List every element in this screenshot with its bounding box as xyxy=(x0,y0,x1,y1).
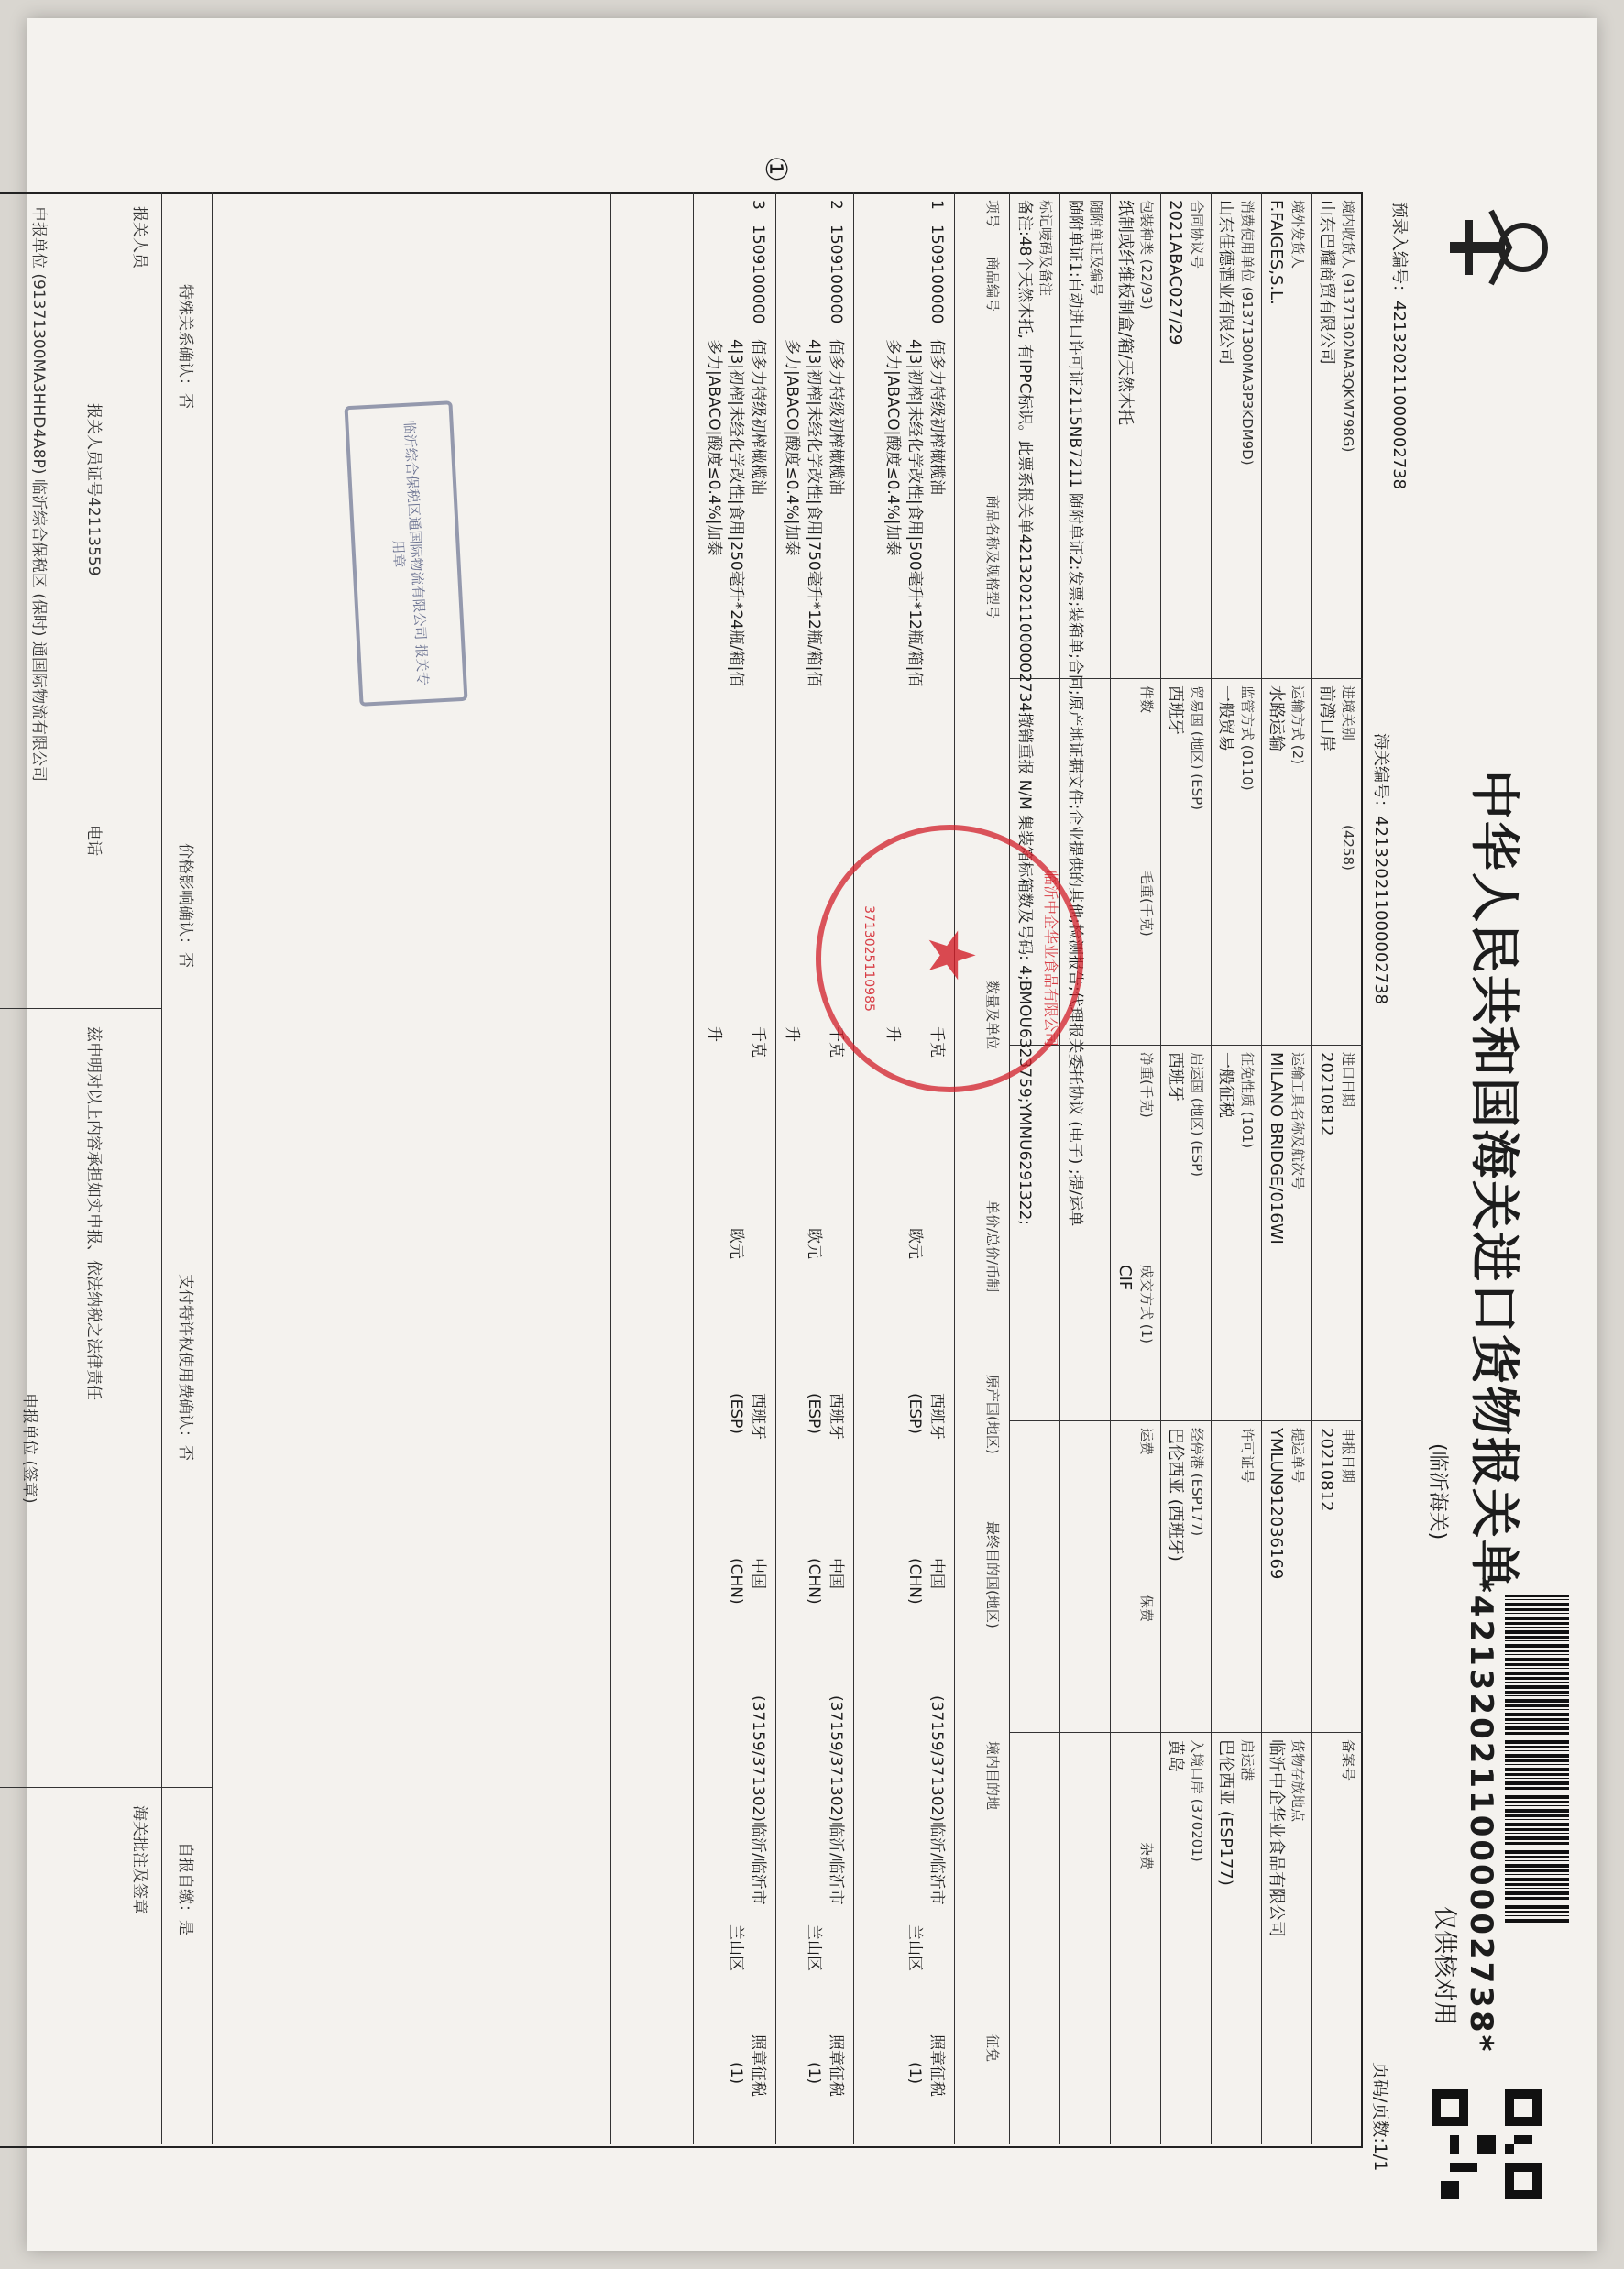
license-label: 许可证号 xyxy=(1239,1428,1256,1484)
row-no: 1 xyxy=(927,200,946,210)
declare-date-value: 20210812 xyxy=(1317,1428,1336,1512)
page-number: 页码/页数:1/1 xyxy=(1370,2062,1390,2172)
form-title: 中华人民共和国海关进口货物报关单 xyxy=(1465,770,1523,1591)
verify-note: 仅供核对用 xyxy=(1431,1906,1458,2026)
declare-unit: 申报单位 (91371300MA3HHD4A8P) 临沂综合保税区 (保时) 通国际物流有限公司 xyxy=(29,206,48,782)
row-spec: 4|3|初榨|未经化学改性|食用|500毫升*12瓶/箱|佰 xyxy=(905,339,924,687)
row-brand: 多力|ABACO|酸度≤0.4%|加泰 xyxy=(883,339,902,556)
row-levy: 照章征税 xyxy=(827,2034,845,2097)
prerecord-number: 预录入编号：421320211000002738 xyxy=(1389,202,1409,490)
col-code: 商品编号 xyxy=(984,257,1001,312)
entry-customs-label: 进境关别 xyxy=(1340,685,1356,741)
origin-port-label: 启运港 xyxy=(1239,1739,1256,1781)
row-qty-unit2: 升 xyxy=(883,1026,902,1042)
rule xyxy=(1211,192,1212,2144)
customs-emblem-icon xyxy=(1441,192,1560,302)
storage-label: 货物存放地点 xyxy=(1289,1739,1306,1823)
row-levy: 照章征税 xyxy=(927,2034,946,2097)
barcode-text: *421320211000002738* xyxy=(1463,1576,1499,2055)
depart-country-label: 启运国 (地区) (ESP) xyxy=(1189,1052,1205,1177)
row-brand: 多力|ABACO|酸度≤0.4%|加泰 xyxy=(783,339,801,556)
insurance-label: 保费 xyxy=(1138,1595,1155,1623)
row-dest: 中国 xyxy=(927,1558,946,1589)
consignor-label: 境外发货人 xyxy=(1289,200,1306,269)
row-name: 佰多力特级初榨橄榄油 xyxy=(827,339,845,495)
deal-value: CIF xyxy=(1115,1265,1135,1291)
row-origin: 西班牙 xyxy=(927,1393,946,1440)
rule xyxy=(1311,192,1312,2144)
circled-mark: ① xyxy=(759,156,794,182)
rule xyxy=(1010,1420,1363,1421)
rule xyxy=(1009,192,1010,2144)
marks-value: 备注:48个天然木托, 有IPPC标识。此票系报关单421320211000002734撤销重报 N/M 集装箱标箱数及号码: 4;BMOU6323759;YMMU6291322; xyxy=(1015,200,1034,1226)
row-origin-code: (ESP) xyxy=(805,1393,823,1435)
row-dest-code: (CHN) xyxy=(805,1558,823,1605)
trade-country-value: 西班牙 xyxy=(1166,685,1185,735)
depart-country-value: 西班牙 xyxy=(1166,1052,1185,1102)
entry-port-value: 黄岛 xyxy=(1166,1739,1185,1772)
bl-label: 提运单号 xyxy=(1289,1428,1306,1484)
import-date-value: 20210812 xyxy=(1317,1052,1336,1136)
declaration-form xyxy=(20,18,1597,2251)
scanned-sheet xyxy=(20,18,1597,2251)
col-domestic: 境内目的地 xyxy=(984,1741,1001,1811)
rule xyxy=(954,192,955,2144)
row-domestic: (37159/371302)临沂/临沂市 xyxy=(927,1695,946,1905)
col-dest-country: 最终目的国(地区) xyxy=(984,1521,1001,1628)
rule xyxy=(1010,678,1363,679)
transport-label: 运输方式 (2) xyxy=(1289,685,1306,765)
bl-value: YMLUN912036169 xyxy=(1267,1428,1286,1580)
row-spec: 4|3|初榨|未经化学改性|食用|750毫升*12瓶/箱|佰 xyxy=(805,339,823,687)
row-currency: 欧元 xyxy=(905,1228,924,1259)
row-domestic: (37159/371302)临沂/临沂市 xyxy=(827,1695,845,1905)
price-influence: 价格影响确认：否 xyxy=(176,843,194,968)
blue-stamp-text: 临沂综合保税区通国际物流有限公司 报关专用章 xyxy=(390,420,432,686)
docs-label: 随附单证及编号 xyxy=(1088,200,1104,297)
form-frame xyxy=(0,192,1363,2148)
rule xyxy=(1010,1732,1363,1733)
declare-date-label: 申报日期 xyxy=(1340,1428,1356,1484)
rule xyxy=(693,192,694,2144)
entry-customs-code: (4258) xyxy=(1340,825,1356,871)
customs-broker-stamp xyxy=(344,400,467,707)
deal-label: 成交方式 (1) xyxy=(1138,1265,1155,1344)
col-origin: 原产国(地区) xyxy=(984,1375,1001,1454)
levy-value: 一般征税 xyxy=(1216,1052,1235,1118)
row-dest: 中国 xyxy=(749,1558,767,1589)
col-price: 单价/总价/币制 xyxy=(984,1200,1001,1293)
row-code: 1509100000 xyxy=(749,225,767,324)
declarant-label: 报关人员 xyxy=(130,206,148,269)
row-dest-code: (CHN) xyxy=(905,1558,924,1605)
declaration-statement: 兹申明对以上内容承担如实申报、依法纳税之法律责任 xyxy=(84,1026,103,1400)
supervision-label: 监管方式 (0110) xyxy=(1239,685,1256,791)
docs-value: 随附单证1:自动进口许可证2115NB7211 随附单证2:发票;装箱单;合同;原产地证据文件;企业提供的其他;检测报告;代理报关委托协议 (电子) ;提/运单 xyxy=(1066,200,1084,1227)
row-origin-code: (ESP) xyxy=(727,1393,745,1435)
entry-port-label: 入境口岸 (370201) xyxy=(1189,1739,1205,1862)
col-qty: 数量及单位 xyxy=(984,981,1001,1050)
vessel-label: 运输工具名称及航次号 xyxy=(1289,1052,1306,1190)
contract-value: 2021ABAC027/29 xyxy=(1166,200,1185,345)
rule xyxy=(610,192,611,2144)
row-currency: 欧元 xyxy=(805,1228,823,1259)
rule xyxy=(212,192,213,2144)
row-spec: 4|3|初榨|未经化学改性|食用|250毫升*24瓶/箱|佰 xyxy=(727,339,745,687)
seal-number: 3713025110985 xyxy=(861,905,876,1012)
consignee-label: 境内收货人 (91371302MA3QKM798G) xyxy=(1340,200,1356,453)
col-no: 项号 xyxy=(984,200,1001,228)
package-label: 包装种类 (22/93) xyxy=(1138,200,1155,310)
row-name: 佰多力特级初榨橄榄油 xyxy=(927,339,946,495)
row-origin: 西班牙 xyxy=(749,1393,767,1440)
phone-label: 电话 xyxy=(84,825,103,856)
row-levy-code: (1) xyxy=(727,2062,745,2085)
rule xyxy=(853,192,854,2144)
row-levy-code: (1) xyxy=(805,2062,823,2085)
row-qty-unit: 千克 xyxy=(749,1026,767,1058)
row-levy: 照章征税 xyxy=(749,2034,767,2097)
consignor-value: F.FAIGES,S.L. xyxy=(1267,200,1286,305)
row-currency: 欧元 xyxy=(727,1228,745,1259)
company-seal xyxy=(816,825,1083,1092)
row-qty-unit: 千克 xyxy=(927,1026,946,1058)
barcode xyxy=(1505,1595,1569,1924)
row-code: 1509100000 xyxy=(927,225,946,324)
declare-unit-seal: 申报单位 (签章) xyxy=(20,1393,38,1504)
user-value: 山东佳德酒业有限公司 xyxy=(1216,200,1235,365)
transit-port-label: 经停港 (ESP177) xyxy=(1189,1428,1205,1537)
row-qty-unit2: 升 xyxy=(783,1026,801,1042)
declaration-number: 海关编号：421320211000002738 xyxy=(1371,733,1390,1005)
vessel-value: MILANO BRIDGE/016WI xyxy=(1267,1052,1286,1244)
gross-label: 毛重(千克) xyxy=(1138,871,1155,937)
row-no: 2 xyxy=(827,200,845,210)
rule xyxy=(1110,192,1111,2144)
rule xyxy=(775,192,776,2144)
row-brand: 多力|ABACO|酸度≤0.4%|加泰 xyxy=(705,339,723,556)
customs-note: 海关批注及签章 xyxy=(130,1805,148,1914)
user-label: 消费使用单位 (91371300MA3P3KDM9D) xyxy=(1239,200,1256,466)
row-domestic-district: 兰山区 xyxy=(727,1924,745,1971)
declarant-cert: 报关人员证号42113559 xyxy=(84,403,103,576)
col-levy: 征免 xyxy=(984,2034,1001,2063)
row-code: 1509100000 xyxy=(827,225,845,324)
self-report: 自报自缴：是 xyxy=(176,1842,194,1935)
levy-label: 征免性质 (101) xyxy=(1239,1052,1256,1149)
customs-office: (临沂海关) xyxy=(1426,1443,1449,1540)
transit-port-value: 巴伦西亚 (西班牙) xyxy=(1166,1428,1185,1562)
rule xyxy=(1160,192,1161,2144)
row-name: 佰多力特级初榨橄榄油 xyxy=(749,339,767,495)
seal-star-icon: ★ xyxy=(914,926,989,984)
misc-label: 杂费 xyxy=(1138,1842,1155,1870)
row-no: 3 xyxy=(749,200,767,210)
origin-port-value: 巴伦西亚 (ESP177) xyxy=(1216,1739,1235,1886)
row-qty-unit: 千克 xyxy=(827,1026,845,1058)
supervision-value: 一般贸易 xyxy=(1216,685,1235,751)
row-domestic-district: 兰山区 xyxy=(805,1924,823,1971)
net-label: 净重(千克) xyxy=(1138,1052,1155,1118)
row-dest: 中国 xyxy=(827,1558,845,1589)
row-dest-code: (CHN) xyxy=(727,1558,745,1605)
qr-code-icon xyxy=(1432,2089,1542,2199)
rule xyxy=(0,1787,213,1788)
record-no-label: 备案号 xyxy=(1340,1739,1356,1781)
storage-value: 临沂中企华业食品有限公司 xyxy=(1267,1739,1286,1937)
consignee-value: 山东巴耀商贸有限公司 xyxy=(1317,200,1336,365)
contract-label: 合同协议号 xyxy=(1189,200,1205,269)
rule xyxy=(1261,192,1262,2144)
marks-label: 标记唛码及备注 xyxy=(1037,200,1054,297)
row-qty-unit2: 升 xyxy=(705,1026,723,1042)
col-name: 商品名称及规格型号 xyxy=(984,495,1001,619)
royalty: 支付特许权使用费确认：否 xyxy=(176,1274,194,1461)
rule xyxy=(1059,192,1060,2144)
row-levy-code: (1) xyxy=(905,2062,924,2085)
transport-value: 水路运输 xyxy=(1267,685,1286,751)
package-value: 纸制或纤维板制盒/箱/天然木托 xyxy=(1115,200,1135,426)
rule xyxy=(1010,1045,1363,1046)
special-relation: 特殊关系确认：否 xyxy=(176,284,194,409)
row-domestic-district: 兰山区 xyxy=(905,1924,924,1971)
row-origin: 西班牙 xyxy=(827,1393,845,1440)
import-date-label: 进口日期 xyxy=(1340,1052,1356,1108)
seal-text: 临沂中企华业食品有限公司 xyxy=(1042,870,1059,1047)
entry-customs-value: 前湾口岸 xyxy=(1317,685,1336,751)
row-origin-code: (ESP) xyxy=(905,1393,924,1435)
pieces-label: 件数 xyxy=(1138,685,1155,714)
rule xyxy=(0,1008,162,1009)
row-domestic: (37159/371302)临沂/临沂市 xyxy=(749,1695,767,1905)
trade-country-label: 贸易国 (地区) (ESP) xyxy=(1189,685,1205,810)
freight-label: 运费 xyxy=(1138,1428,1155,1456)
rule xyxy=(161,192,162,2144)
